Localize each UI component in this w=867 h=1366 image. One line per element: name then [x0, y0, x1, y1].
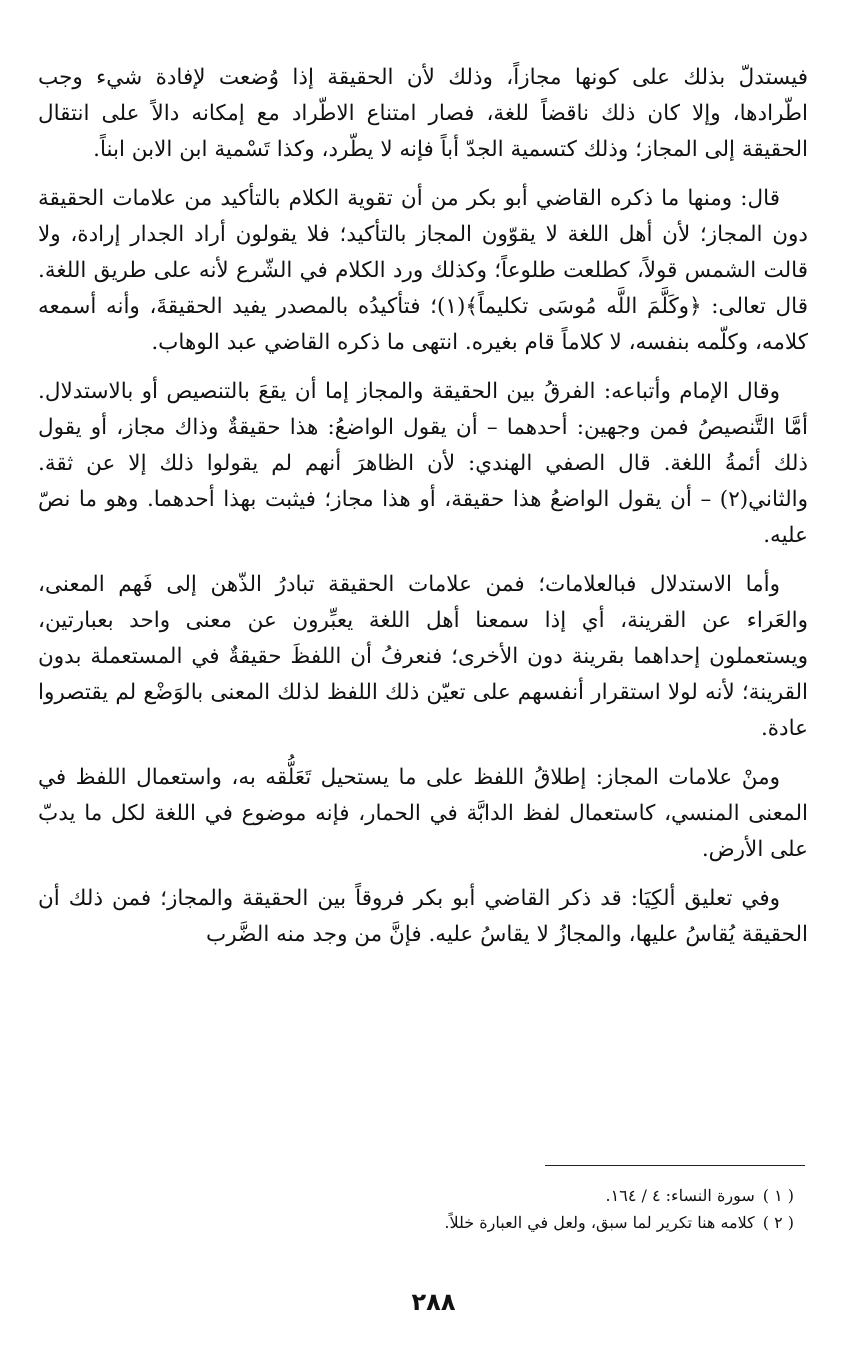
footnote-text: سورة النساء: ٤ / ١٦٤.	[605, 1186, 755, 1205]
paragraph-3: وقال الإمام وأتباعه: الفرقُ بين الحقيقة والمجاز إما أن يقعَ بالتنصيص أو بالاستدلال. أمَّا التَّنصيصُ فمن وجهين: أحدهما – أن يقول الواضعُ: هذا حقيقةٌ وذاك مجاز، أو يقول ذلك أئمةُ اللغة. قال الصفي الهندي: لأن الظاهرَ أنهم لم يقولوا ذلك إلا عن ثقة. والثاني(٢) – أن يقول الواضعُ هذا حقيقة، أو هذا مجاز؛ فيثبت بهذا أحدهما. وهو ما نصّ عليه.	[38, 379, 808, 548]
paragraph-5: ومنْ علامات المجاز: إطلاقُ اللفظ على ما يستحيل تَعَلُّقه به، واستعمال اللفظ في المعنى المنسي، كاستعمال لفظ الدابَّة في الحمار، فإنه موضوع في اللغة لكل ما يدبّ على الأرض.	[38, 765, 808, 862]
footnotes	[38, 1182, 794, 1236]
paragraph-6: وفي تعليق ألكِيَا: قد ذكر القاضي أبو بكر فروقاً بين الحقيقة والمجاز؛ فمن ذلك أن الحقيقة يُقاسُ عليها، والمجازُ لا يقاسُ عليه. فإنَّ من وجد منه الضَّرب	[38, 886, 808, 947]
paragraph-2: قال: ومنها ما ذكره القاضي أبو بكر من أن تقوية الكلام بالتأكيد من علامات الحقيقة دون المجاز؛ لأن أهل اللغة لا يقوّون المجاز بالتأكيد؛ فلا يقولون أراد الجدار إرادة، ولا قالت الشمس قولاً، كطلعت طلوعاً؛ وكذلك ورد الكلام في الشّرع لأنه على طريق اللغة. قال تعالى: ﴿وكَلَّمَ اللَّه مُوسَى تكليماً﴾(١)؛ فتأكيدُه بالمصدر يفيد الحقيقةَ، وأنه أسمعه كلامه، وكلّمه بنفسه، لا كلاماً قام بغيره. انتهى ما ذكره القاضي عبد الوهاب.	[38, 186, 808, 355]
paragraph-1: فيستدلّ بذلك على كونها مجازاً، وذلك لأن الحقيقة إذا وُضعت لإفادة شيء وجب اطّرادها، وإلا كان ذلك ناقضاً للغة، فصار امتناع الاطّراد مع إمكانه دالاً على انتقال الحقيقة إلى المجاز؛ وذلك كتسمية الجدّ أباً فإنه لا يطّرد، وكذا تَسْمية ابن الابن ابناً.	[38, 65, 808, 162]
footnote-divider	[545, 1165, 805, 1166]
paragraph-4: وأما الاستدلال فبالعلامات؛ فمن علامات الحقيقة تبادرُ الذّهن إلى فَهم المعنى، والعَراء عن القرينة، أي إذا سمعنا أهل اللغة يعبِّرون عن معنى واحد بعبارتين، ويستعملون إحداهما بقرينة دون الأخرى؛ فنعرفُ أن اللفظَ حقيقةٌ في المستعملة بدون القرينة؛ لأنه لولا استقرار أنفسهم على تعيّن ذلك اللفظ لذلك المعنى بالوَضْع لم يقتصروا عادة.	[38, 572, 808, 741]
footnote-text: كلامه هنا تكرير لما سبق، ولعل في العبارة خللاً.	[444, 1213, 755, 1232]
footnote-2	[38, 1209, 794, 1236]
page-body	[38, 60, 808, 966]
footnote-number: ( ١ )	[762, 1186, 794, 1205]
page-number: ٢٨٨	[411, 1288, 456, 1316]
footnote-number: ( ٢ )	[762, 1213, 794, 1232]
footnote-1	[38, 1182, 794, 1209]
